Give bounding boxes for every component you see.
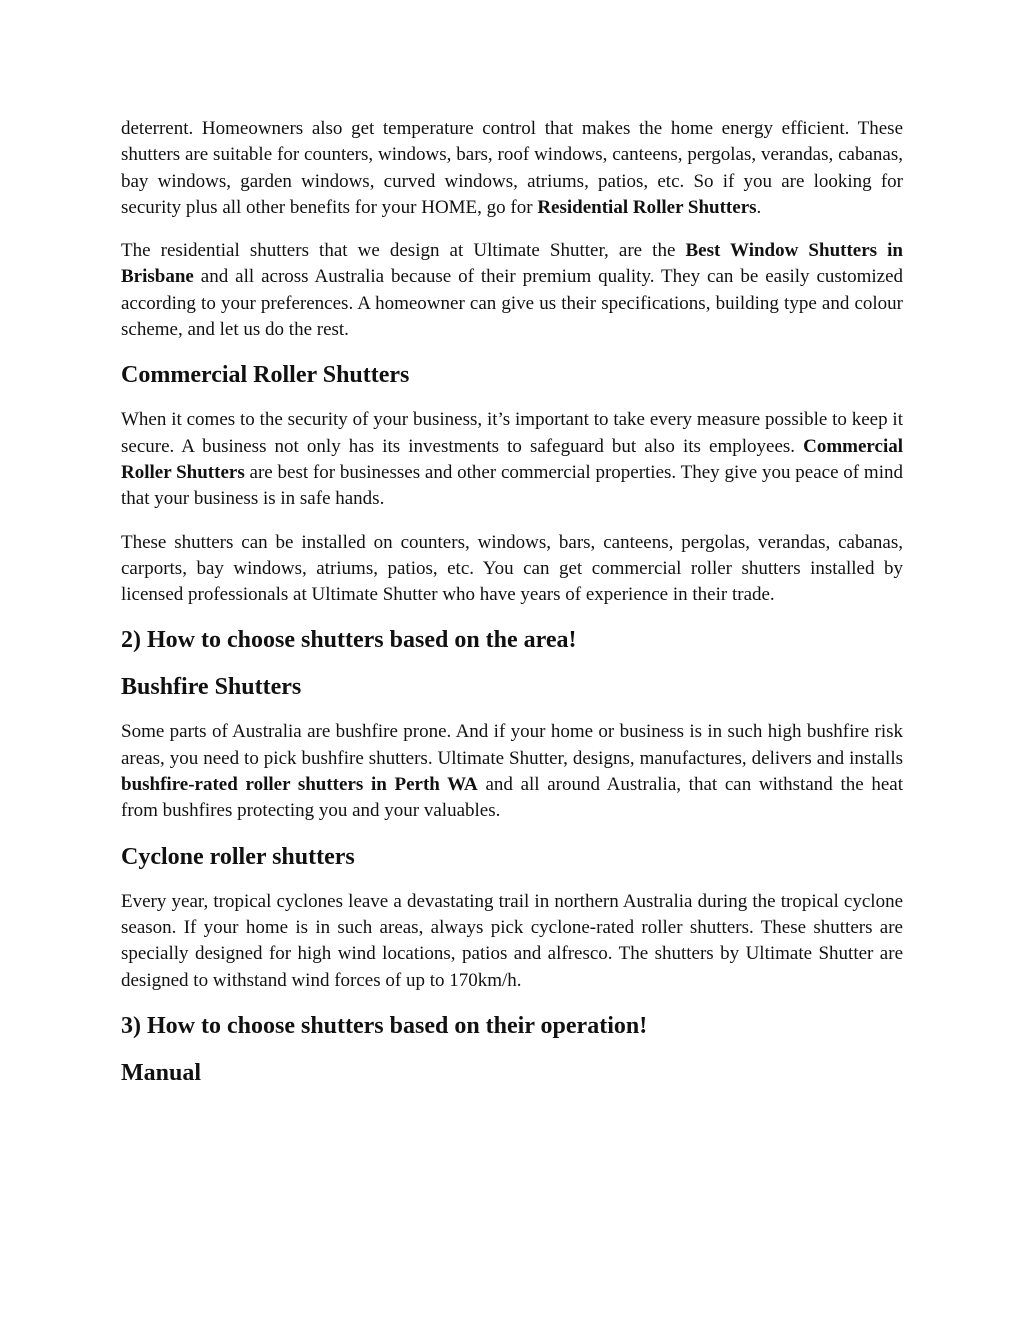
commercial-roller-shutters-highlight: Commercial Roller Shutters	[121, 435, 903, 483]
commercial-roller-shutters-heading: Commercial Roller Shutters	[121, 362, 410, 389]
bushfire-rated-shutters-highlight: bushfire-rated roller shutters in Perth WA	[121, 774, 478, 796]
paragraph-tail: and all around Australia, that can withstand the heat from bushfires protecting you and your valuables.	[121, 774, 903, 822]
paragraph-tail: and all across Australia because of their premium quality. They can be easily customized according to your preferences. A homeowner can give us their specifications, building type and colour scheme, and let us do the rest.	[121, 266, 903, 341]
operation-section-heading: 3) How to choose shutters based on their operation!	[121, 1012, 648, 1039]
paragraph-tail: are best for businesses and other commercial properties. They give you peace of mind that your business is in safe hands.	[121, 461, 903, 510]
manual-heading: Manual	[121, 1059, 202, 1086]
cyclone-roller-shutters-heading: Cyclone roller shutters	[121, 843, 355, 870]
paragraph-residential-benefits	[121, 116, 903, 221]
paragraph-tail: .	[756, 196, 762, 218]
document-page	[121, 116, 903, 1105]
paragraph-text: When it comes to the security of your business, it’s important to take every measure possible to keep it secure. A business not only has its investments to safeguard but also its employees.	[121, 409, 903, 457]
paragraph-residential-design	[121, 238, 903, 343]
area-section-heading: 2) How to choose shutters based on the area!	[121, 627, 577, 654]
paragraph-text: The residential shutters that we design at Ultimate Shutter, are the	[121, 240, 686, 262]
paragraph-cyclone: Every year, tropical cyclones leave a devastating trail in northern Australia during the tropical cyclone season. If your home is in such areas, always pick cyclone-rated roller shutters. These shutters are specially designed for high wind locations, patios and alfresco. The shutters by Ultimate Shutter are designed to withstand wind forces of up to 170km/h.	[121, 890, 903, 991]
bushfire-shutters-heading: Bushfire Shutters	[121, 674, 302, 701]
paragraph-text: Some parts of Australia are bushfire prone. And if your home or business is in such high bushfire risk areas, you need to pick bushfire shutters. Ultimate Shutter, designs, manufactures, delivers and installs	[121, 721, 903, 769]
paragraph-bushfire	[121, 719, 903, 824]
best-window-shutters-highlight: Best Window Shutters in Brisbane	[121, 240, 903, 288]
residential-roller-shutters-highlight: Residential Roller Shutters	[537, 196, 757, 218]
paragraph-commercial-security	[121, 407, 903, 512]
paragraph-text: deterrent. Homeowners also get temperature control that makes the home energy efficient. These shutters are suitable for counters, windows, bars, roof windows, canteens, pergolas, verandas, cabanas, bay windows, garden windows, curved windows, atriums, patios, etc. So if you are looking for security plus all other benefits for your HOME, go for	[121, 118, 903, 218]
paragraph-commercial-installation: These shutters can be installed on counters, windows, bars, canteens, pergolas, verandas, cabanas, carports, bay windows, atriums, patios, etc. You can get commercial roller shutters installed by licensed professionals at Ultimate Shutter who have years of experience in their trade.	[121, 531, 903, 606]
